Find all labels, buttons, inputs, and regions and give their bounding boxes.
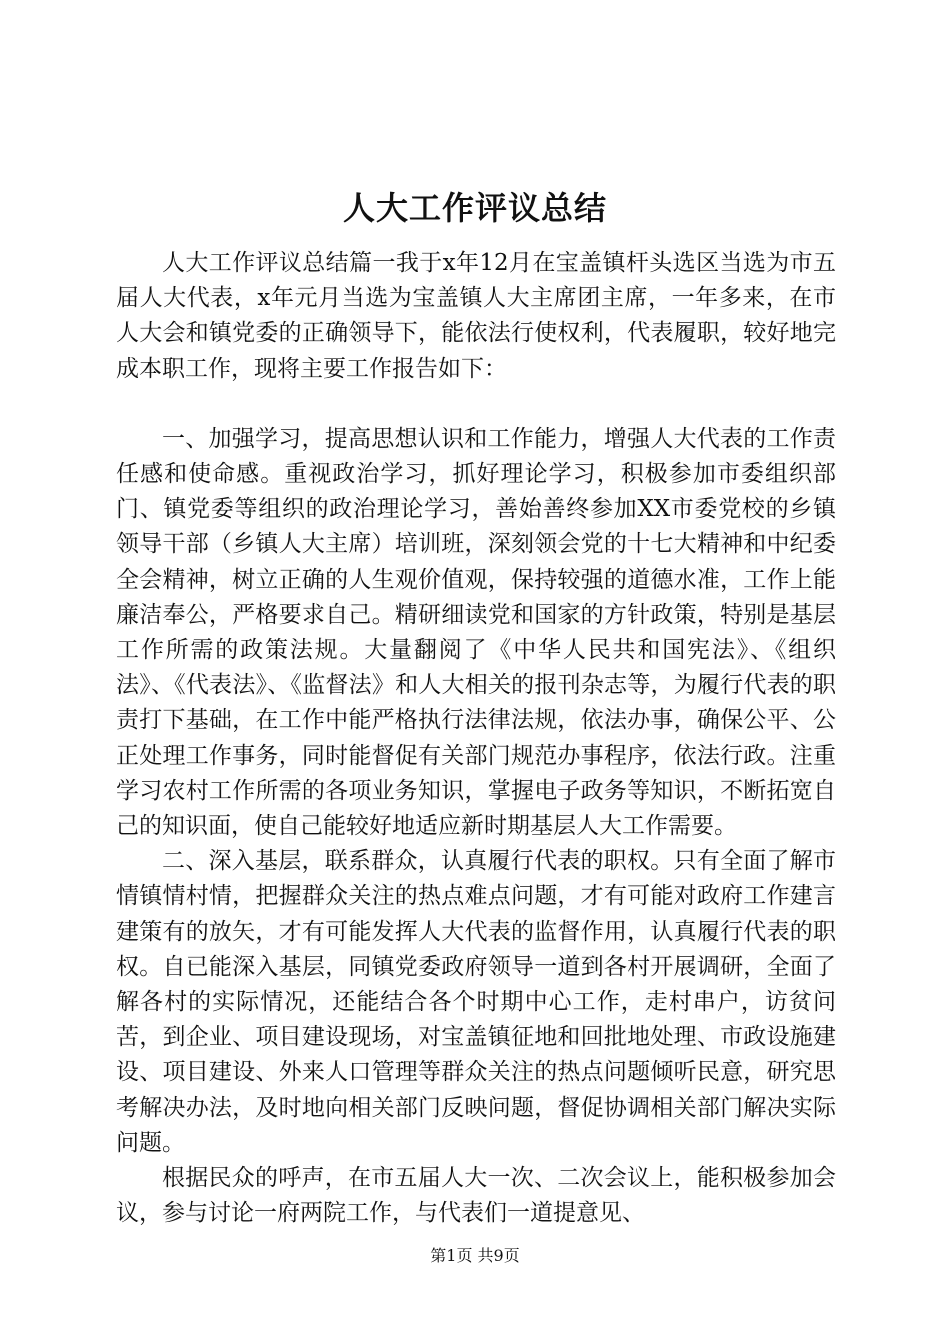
paragraph-intro: 人大工作评议总结篇一我于x年12月在宝盖镇杆头选区当选为市五届人大代表，x年元月当选为宝盖镇人大主席团主席，一年多来，在市人大会和镇党委的正确领导下，能依法行使权利，代表履职，较好地完成本职工作，现将主要工作报告如下： — [116, 250, 836, 382]
page-title: 人大工作评议总结 — [342, 189, 607, 227]
paragraph-section-one: 一、加强学习，提高思想认识和工作能力，增强人大代表的工作责任感和使命感。重视政治学习，抓好理论学习，积极参加市委组织部门、镇党委等组织的政治理论学习，善始善终参加XX市委党校的乡镇领导干部（乡镇人大主席）培训班，深刻领会党的十七大精神和中纪委全会精神，树立正确的人生观价值观，保持较强的道德水准，工作上能廉洁奉公，严格要求自己。精研细读党和国家的方针政策，特别是基层工作所需的政策法规。大量翻阅了《中华人民共和国宪法》、《组织法》、《代表法》、《监督法》和人大相关的报刊杂志等，为履行代表的职责打下基础，在工作中能严格执行法律法规，依法办事，确保公平、公正处理工作事务，同时能督促有关部门规范办事程序，依法行政。注重学习农村工作所需的各项业务知识，掌握电子政务等知识，不断拓宽自己的知识面，使自己能较好地适应新时期基层人大工作需要。 — [116, 425, 836, 840]
document-body — [116, 246, 836, 1231]
page-number-footer: 第1页 共9页 — [430, 1246, 520, 1265]
paragraph-section-two: 二、深入基层，联系群众，认真履行代表的职权。只有全面了解市情镇情村情，把握群众关注的热点难点问题，才有可能对政府工作建言建策有的放矢，才有可能发挥人大代表的监督作用，认真履行代表的职权。自已能深入基层，同镇党委政府领导一道到各村开展调研，全面了解各村的实际情况，还能结合各个时期中心工作，走村串户，访贫问苦，到企业、项目建设现场，对宝盖镇征地和回批地处理、市政设施建设、项目建设、外来人口管理等群众关注的热点问题倾听民意，研究思考解决办法，及时地向相关部门反映问题，督促协调相关部门解决实际问题。 — [116, 848, 836, 1156]
paragraph-meeting: 根据民众的呼声，在市五届人大一次、二次会议上，能积极参加会议，参与讨论一府两院工作，与代表们一道提意见、 — [116, 1165, 836, 1227]
